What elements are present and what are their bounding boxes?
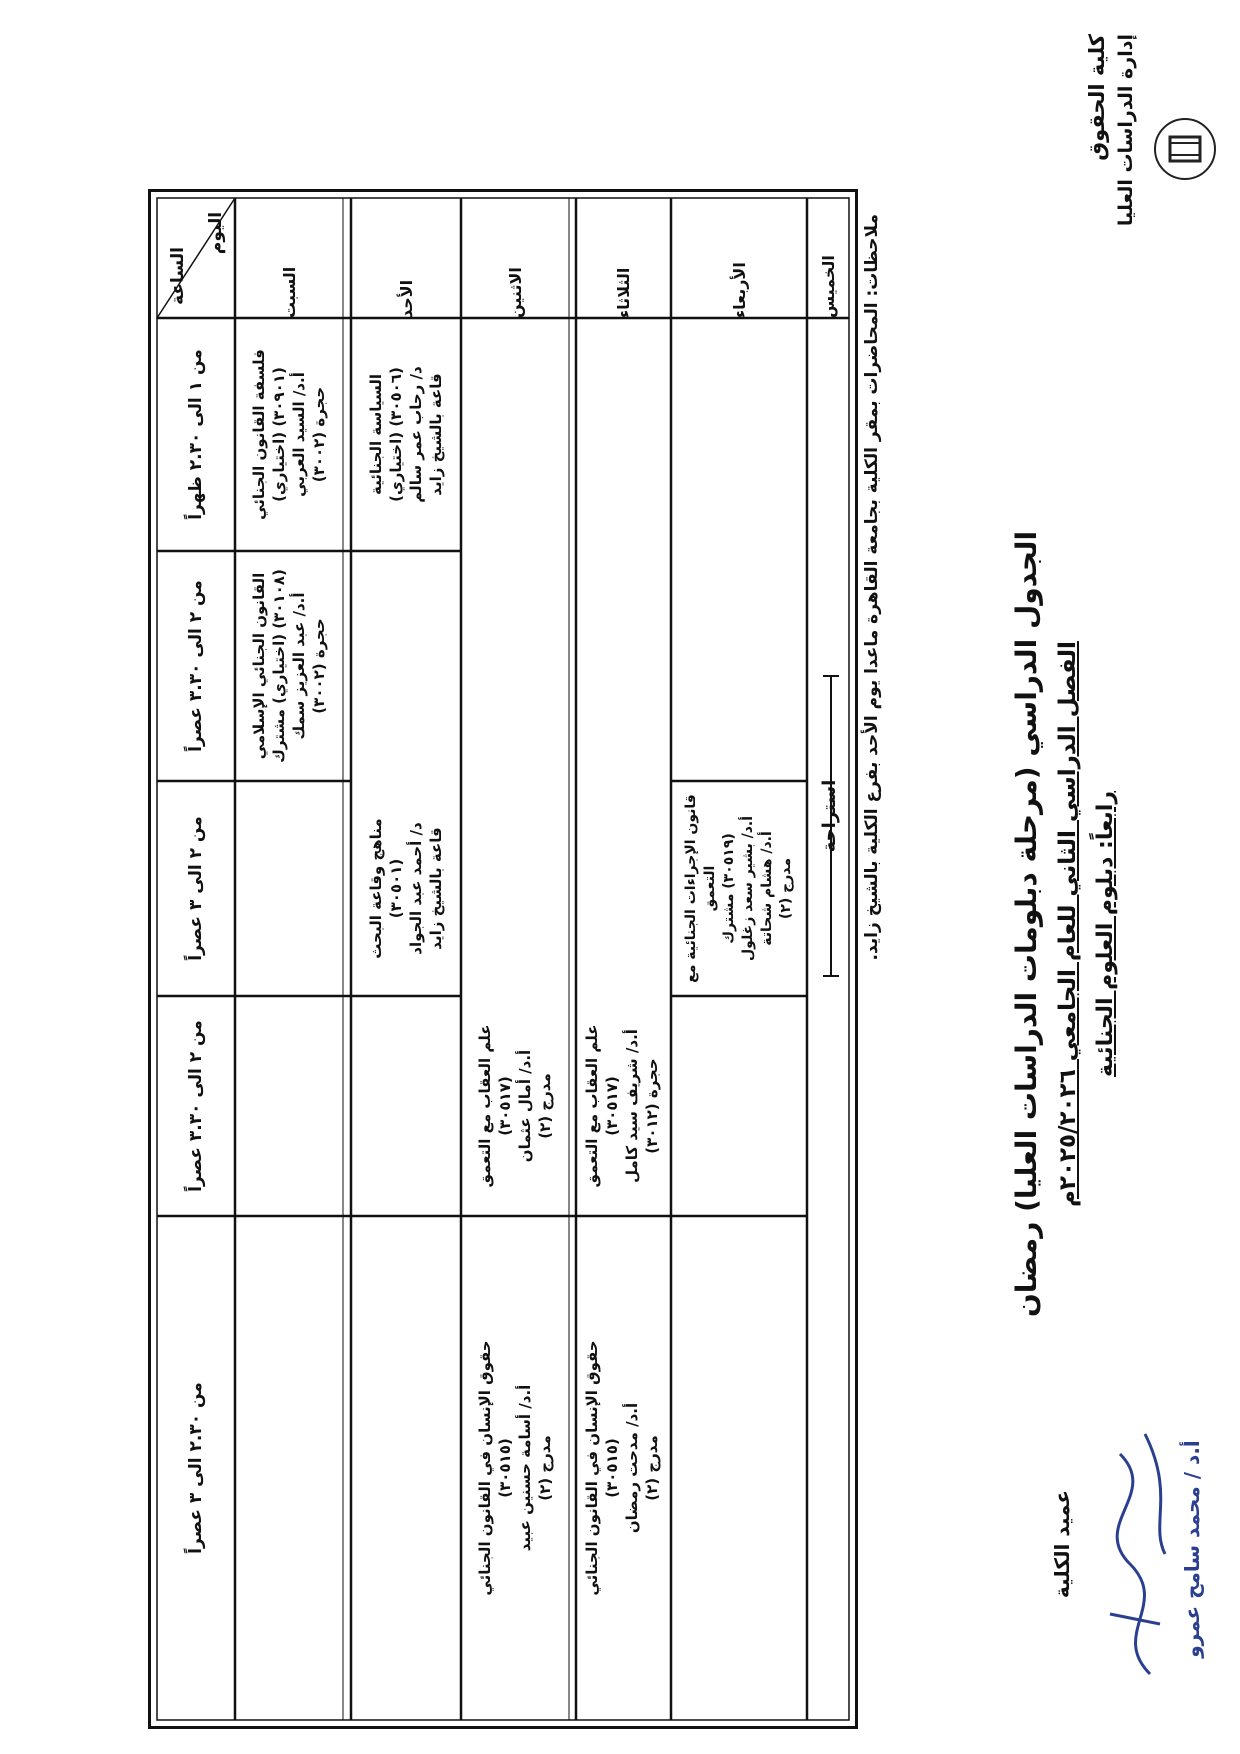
session-mon-1 <box>463 996 567 1216</box>
course-instructor: أ.د/ أمال عثمان <box>516 1049 534 1163</box>
course-room: قاعة بالشيخ زايد <box>427 827 446 950</box>
faculty-name: كلية الحقوق <box>1085 34 1109 161</box>
session-wed-1 <box>673 781 805 996</box>
course-name: القانون الجنائي الإسلامي <box>249 572 268 760</box>
time-slot-5: من ٢.٣٠ الى ٣ عصراً <box>185 1382 206 1554</box>
course-instructor: د/ أحمد عبد الجواد <box>407 822 425 955</box>
day-monday: الاثنين <box>505 267 525 318</box>
session-sun-1 <box>353 318 459 551</box>
course-code: (٣٠٩٠١) (اختياري) <box>269 367 288 502</box>
course-instructor: أ.د/ عبد العزيز سمك <box>290 592 308 740</box>
footer-note: ملاحظات: المحاضرات بمقر الكلية بجامعة القاهرة ماعدا يوم الأحد بفرع الكلية بالشيخ زايد. <box>862 214 882 961</box>
dean-title: عميد الكلية <box>1050 1489 1074 1599</box>
day-sunday: الأحد <box>396 279 416 318</box>
day-tuesday: الثلاثاء <box>614 267 633 318</box>
break-arrow <box>821 666 841 986</box>
time-slot-4: من ٢ الى ٣.٣٠ عصراً <box>185 1020 206 1192</box>
corner-time-label: الساعة <box>167 247 188 305</box>
course-room: حجرة (٣٠٠٢) <box>310 618 329 714</box>
course-code: (٣٠٥٠١) <box>386 858 405 919</box>
handwritten-signature <box>1090 1394 1190 1694</box>
diploma-title: رابعاً: دبلوم العلوم الجنائية <box>1093 791 1118 1077</box>
session-tue-2 <box>573 1216 671 1720</box>
course-instructor: د/ رحاب عمر سالم <box>407 366 425 503</box>
course-code: (٣٠٥١٥) <box>495 1438 514 1498</box>
day-thursday: الخميس <box>818 255 838 318</box>
course-instructor: أ.د/ أسامة حسنين عبيد <box>516 1384 534 1552</box>
page-title: الجدول الدراسي (مرحلة دبلومات الدراسات العليا) رمضان <box>1010 530 1043 1318</box>
course-instructor: أ.د/ بشير سعد زغلول <box>740 816 756 961</box>
session-mon-2 <box>463 1216 567 1720</box>
course-name: حقوق الإنسان في القانون الجنائي <box>475 1340 494 1596</box>
page-subtitle: الفصل الدراسي الثاني للعام الجامعي ٢٠٢٥/٢٠٢٦م <box>1055 641 1081 1207</box>
break-label: استراحة <box>818 779 840 853</box>
course-name: علم العقاب مع التعمق <box>582 1024 601 1188</box>
session-sat-2 <box>237 551 341 781</box>
day-wednesday: الأربعاء <box>729 262 749 318</box>
course-name: علم العقاب مع التعمق <box>475 1024 494 1188</box>
corner-day-label: اليوم <box>205 211 226 255</box>
course-room: حجرة (٣٠١٢) <box>643 1058 662 1154</box>
course-code: (٣٠٥١٩) مشترك <box>721 833 738 944</box>
course-room: حجرة (٣٠٠٢) <box>310 386 329 483</box>
course-room: مدرج (٢) <box>777 857 794 920</box>
course-instructor: أ.د/ السيد العربي <box>290 372 308 497</box>
schedule-table <box>148 189 858 1729</box>
course-instructor: أ.د/ مدحت رمضان <box>623 1402 641 1534</box>
course-name: حقوق الإنسان في القانون الجنائي <box>582 1340 601 1596</box>
course-name: فلسفة القانون الجنائي <box>249 349 268 520</box>
course-room: قاعة بالشيخ زايد <box>427 373 446 496</box>
time-slot-1: من ١ الى ٢.٣٠ ظهراً <box>185 349 206 520</box>
course-room: مدرج (٢) <box>536 1435 555 1501</box>
course-name: قانون الإجراءات الجنائية مع التعمق <box>683 794 719 983</box>
session-sun-2 <box>353 781 459 996</box>
course-instructor-2: أ.د/ هشام شحاتة <box>758 831 775 946</box>
course-name: السياسة الجنائية <box>366 373 385 496</box>
course-code: (٣٠٥٠٦) (اختياري) <box>386 367 405 502</box>
course-instructor: أ.د/ شريف سيد كامل <box>623 1029 641 1183</box>
course-code: (٣٠٥١٥) <box>602 1438 621 1498</box>
day-saturday: السبت <box>279 266 299 318</box>
session-sat-1 <box>237 318 341 551</box>
admin-name: إدارة الدراسات العليا <box>1115 34 1137 227</box>
course-code: (٣٠٥١٧) <box>602 1076 621 1136</box>
course-code: (٣٠١٠٨) (اختياري) مشترك <box>269 569 288 763</box>
time-slot-3: من ٢ الى ٣ عصراً <box>185 816 206 961</box>
course-name: مناهج وقاعة البحث <box>366 818 385 959</box>
course-code: (٣٠٥١٧) <box>495 1076 514 1136</box>
time-slot-2: من ٢ الى ٣.٣٠ عصراً <box>185 580 206 752</box>
dean-name: أ.د / محمد سامح عمرو <box>1180 1440 1204 1658</box>
university-seal-icon <box>1150 109 1220 189</box>
course-room: مدرج (٢) <box>643 1435 662 1501</box>
course-room: مدرج (٢) <box>536 1073 555 1139</box>
session-tue-1 <box>573 996 671 1216</box>
